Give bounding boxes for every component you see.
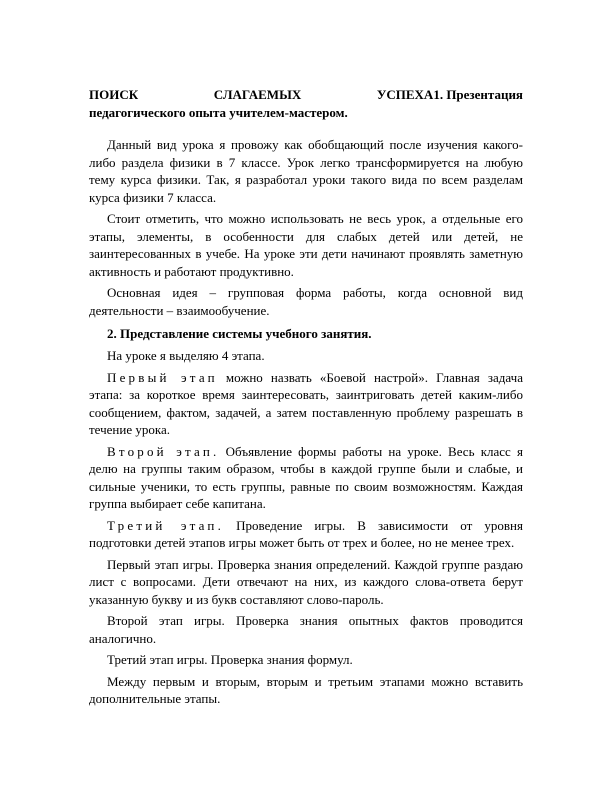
- stage-3-paragraph: [89, 517, 523, 552]
- stage-3-label: Третий этап.: [107, 517, 225, 533]
- intro-paragraph-1: Данный вид урока я провожу как обобщающий после изучения какого-либо раздела физики в 7 классе. Урок легко трансформируется на любую тему курса физики. Так, я разработал уроки такого вида по всем разделам курса физики 7 класса.: [89, 137, 523, 205]
- title-word-1: ПОИСК: [89, 87, 139, 102]
- game-stage-1: Первый этап игры. Проверка знания определений. Каждой группе раздаю лист с вопросами. Дети отвечают на них, из каждого слова-ответа берут указанную букву и из букв составляют слово-пароль.: [89, 556, 523, 607]
- stage-1-paragraph: [89, 369, 523, 439]
- stage-1-text: можно назвать «Боевой настрой». Главная задача этапа: за короткое время заинтересовать, заинтриговать детей каким-либо сообщением, фактом, задачей, а затем поставленную проблему разрешать в течение урока.: [89, 369, 523, 437]
- document-title: [89, 86, 523, 122]
- intro-paragraph-3: Основная идея – групповая форма работы, когда основной вид деятельности – взаимообучение.: [89, 285, 523, 318]
- section-2-lead: На уроке я выделяю 4 этапа.: [107, 348, 265, 363]
- extra-stages-note: Между первым и вторым, вторым и третьим этапами можно вставить дополнительные этапы.: [89, 673, 523, 706]
- stage-1-label: Первый этап: [107, 369, 218, 385]
- stage-3-text: Проведение игры. В зависимости от уровня подготовки детей этапов игры может быть от трех и более, но не менее трех.: [89, 517, 523, 550]
- stage-2-text: Объявление формы работы на уроке. Весь класс я делю на группы таким образом, чтобы в каждой группе были и слабые, и сильные ученики, то есть группы, равные по своим возможностям. Каждая группа выбирает себе капитана.: [89, 443, 523, 511]
- game-stage-3: Третий этап игры. Проверка знания формул.: [107, 652, 353, 667]
- stage-2-paragraph: [89, 443, 523, 513]
- title-word-2: СЛАГАЕМЫХ: [213, 87, 302, 102]
- stage-2-label: Второй этап.: [107, 443, 220, 459]
- title-line-2: педагогического опыта учителем-мастером.: [89, 105, 348, 120]
- document-page: [89, 86, 523, 712]
- game-stage-2: Второй этап игры. Проверка знания опытных фактов проводится аналогично.: [89, 613, 523, 646]
- intro-paragraph-2: Стоит отметить, что можно использовать не весь урок, а отдельные его этапы, элементы, в особенности для слабых детей или детей, не заинтересованных в учебе. На уроке эти дети начинают проявлять заметную активность и работают продуктивно.: [89, 211, 523, 279]
- title-word-3: УСПЕХА1. Презентация: [376, 87, 523, 102]
- section-2-heading: 2. Представление системы учебного занятия.: [107, 326, 372, 341]
